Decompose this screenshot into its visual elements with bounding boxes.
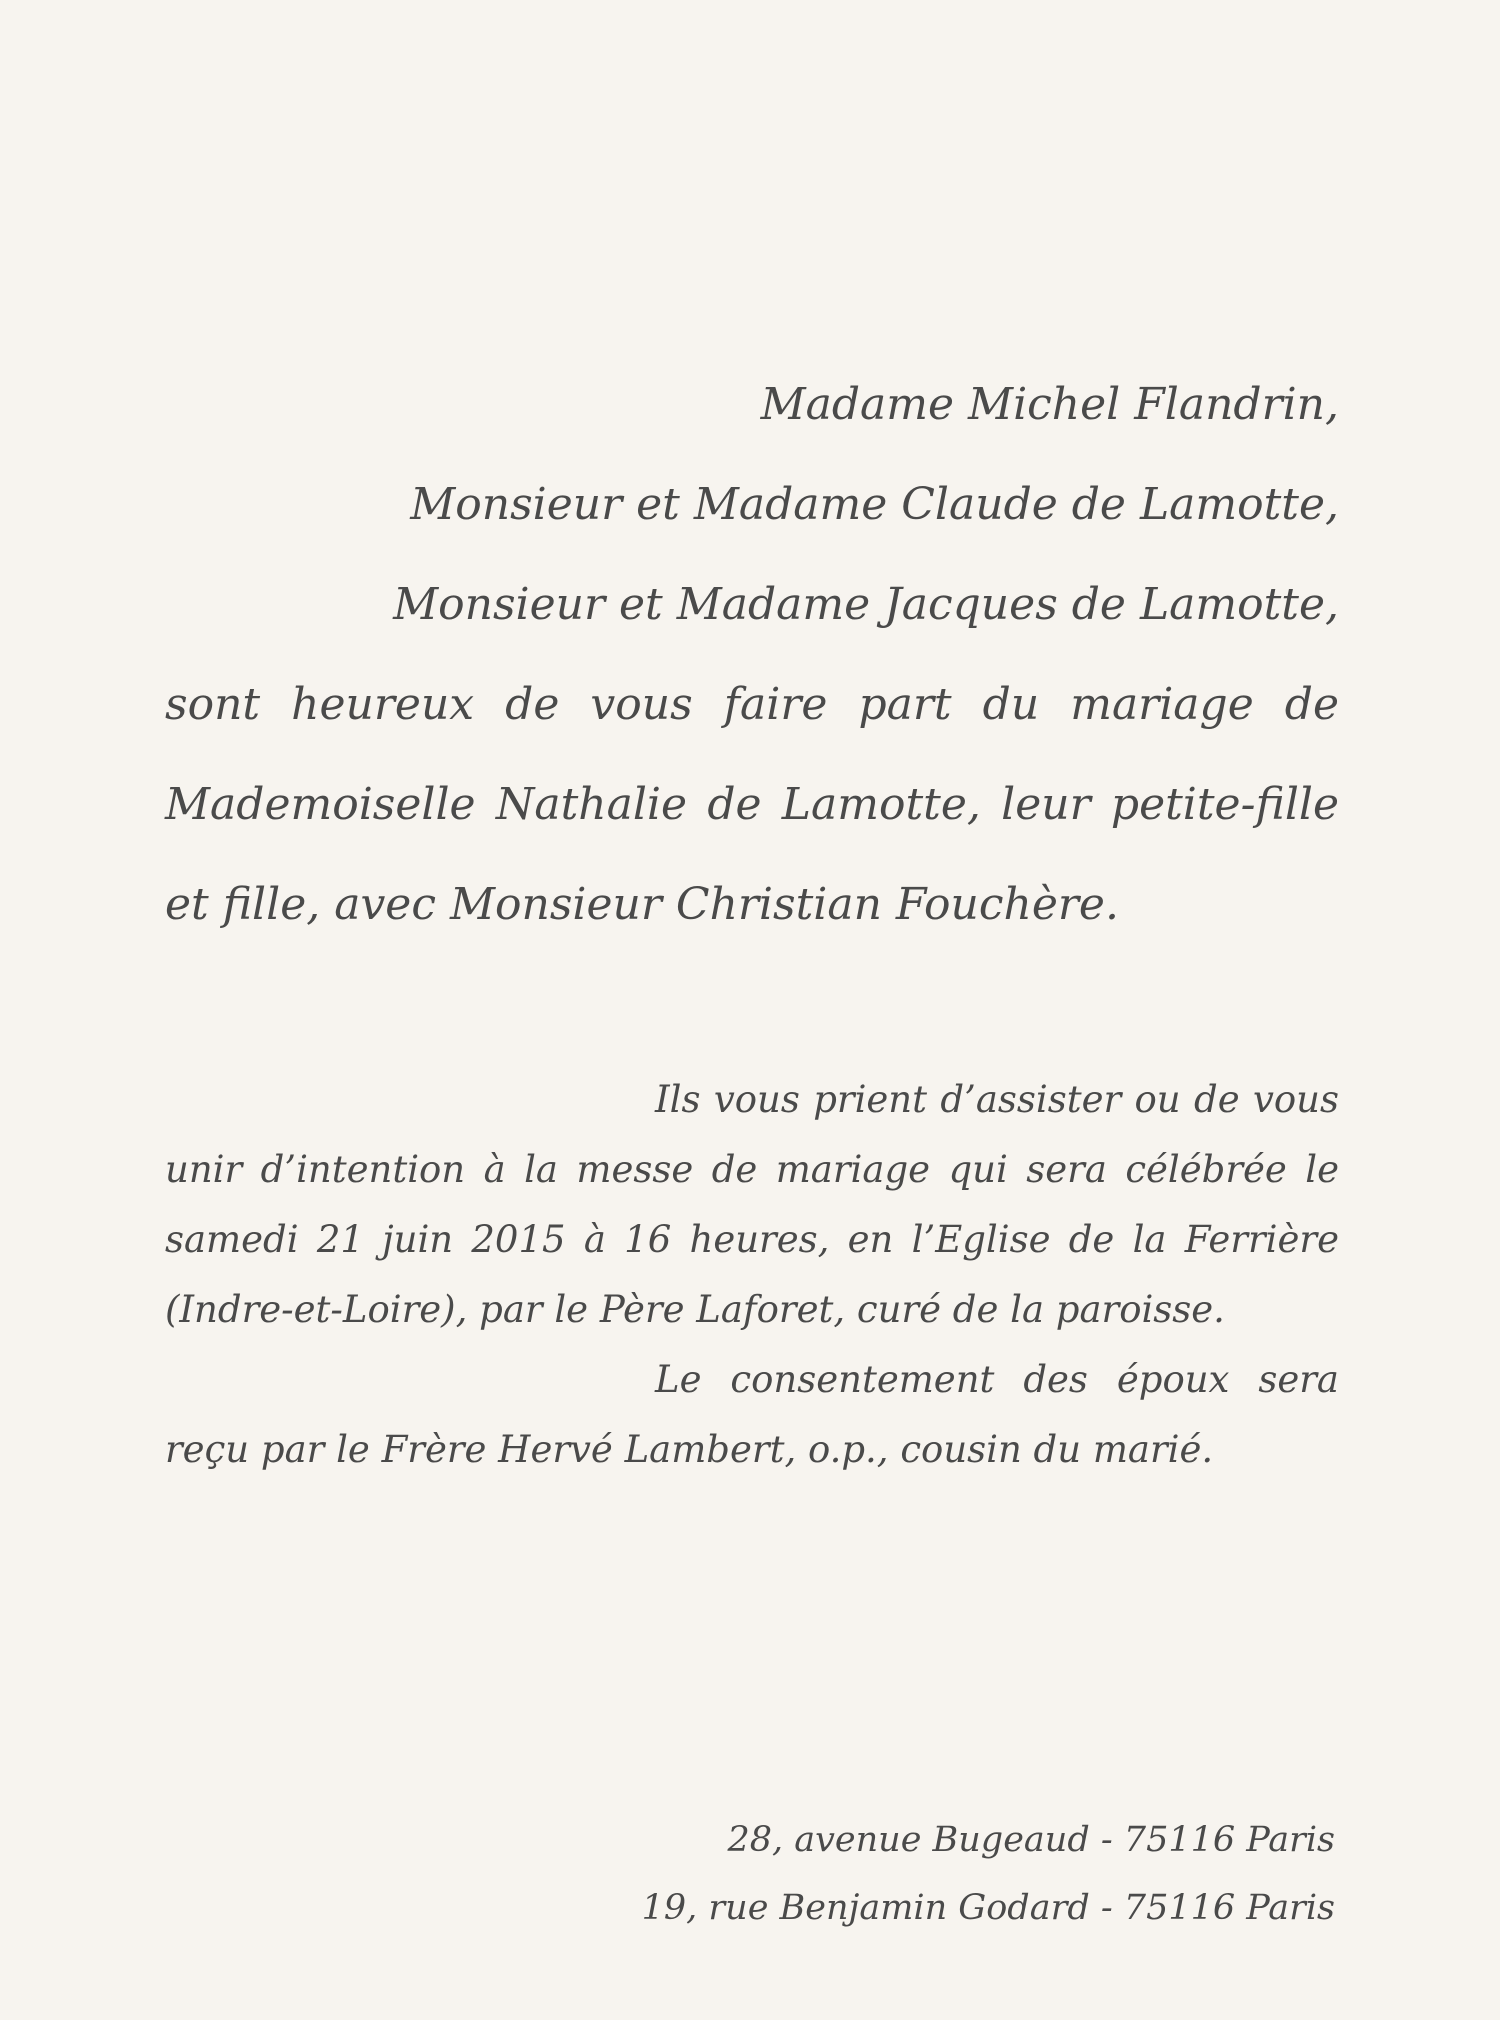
announcer-line-3: Monsieur et Madame Jacques de Lamotte, — [393, 579, 1339, 630]
announcer-line-1: Madame Michel Flandrin, — [760, 379, 1339, 430]
address-line-2: 19, rue Benjamin Godard - 75116 Paris — [641, 1888, 1335, 1928]
address-line-1: 28, avenue Bugeaud - 75116 Paris — [727, 1820, 1335, 1860]
consent-paragraph: Le consentement des époux sera reçu par le Frère Hervé Lambert, o.p., cousin du marié. — [165, 1358, 1339, 1471]
invitation-paragraph: Ils vous prient d’assister ou de vous unir d’intention à la messe de mariage qui sera célébrée le samedi 21 juin 2015 à 16 heures, en l’Eglise de la Ferrière (Indre-et-Loire), par le Père Laforet, curé de la paroisse. — [165, 1078, 1339, 1331]
announcer-line-2: Monsieur et Madame Claude de Lamotte, — [410, 479, 1339, 530]
ceremony-section — [165, 1065, 1339, 1485]
announcement-paragraph: sont heureux de vous faire part du mariage de Mademoiselle Nathalie de Lamotte, leur petite-fille et fille, avec Monsieur Christian Fouchère. — [165, 679, 1339, 930]
